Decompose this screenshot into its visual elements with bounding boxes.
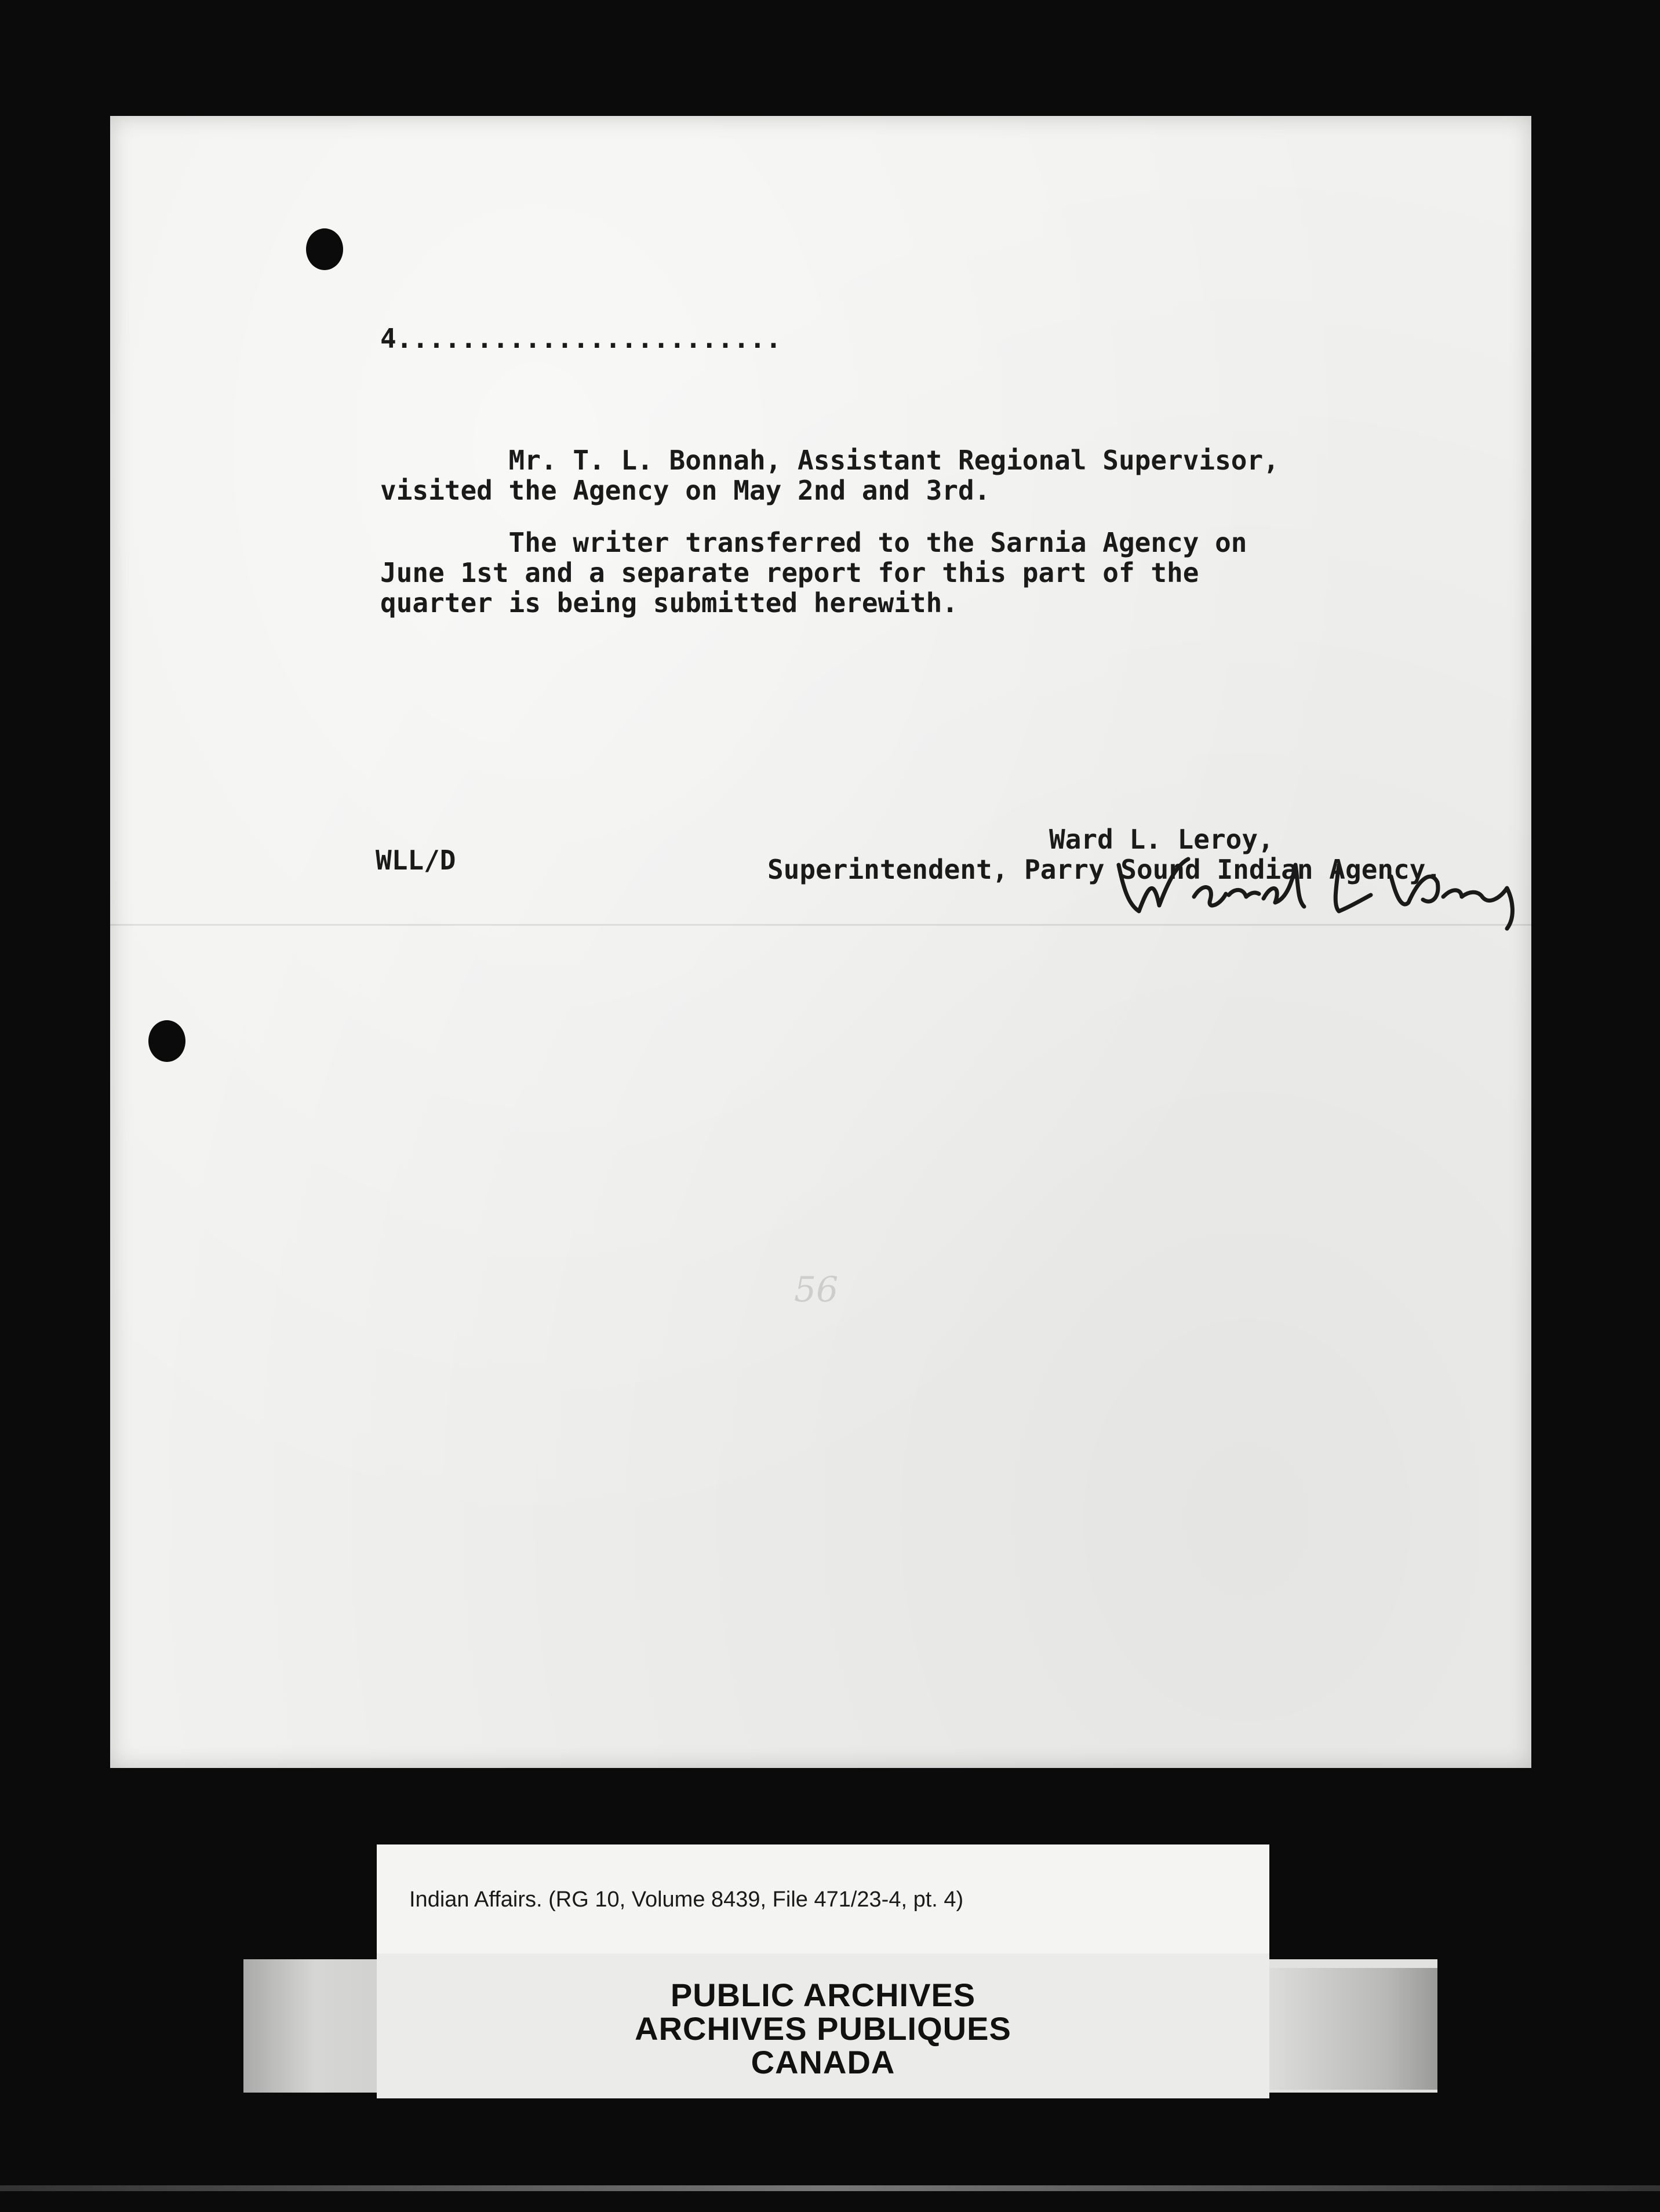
paragraph-line: The writer transferred to the Sarnia Agency on (380, 527, 1247, 558)
archive-stamp (377, 1953, 1269, 2098)
film-edge (0, 2185, 1660, 2191)
stamp-line-2: ARCHIVES PUBLIQUES (635, 2010, 1011, 2047)
document-page (110, 116, 1531, 1768)
paragraph-line: quarter is being submitted herewith. (380, 587, 958, 619)
pencil-mark: 56 (794, 1269, 839, 1310)
archive-citation-label (377, 1844, 1269, 1955)
punch-hole-bottom (148, 1020, 185, 1062)
typist-initials: WLL/D (376, 845, 456, 876)
paragraph-line: June 1st and a separate report for this part of the (380, 557, 1199, 588)
signer-name: Ward L. Leroy, (1049, 824, 1274, 855)
signer-title: Superintendent, Parry Sound Indian Agency. (767, 854, 1442, 885)
stamp-line-1: PUBLIC ARCHIVES (670, 1977, 976, 2013)
stamp-line-3: CANADA (751, 2044, 895, 2080)
citation-text: Indian Affairs. (RG 10, Volume 8439, File 471/23-4, pt. 4) (409, 1887, 964, 1912)
stamp-band-right (1269, 1968, 1437, 2090)
punch-hole-top (306, 228, 343, 270)
page-marker: 4........................ (380, 323, 782, 354)
paragraph-line: Mr. T. L. Bonnah, Assistant Regional Supervisor, (380, 445, 1279, 476)
paragraph-line: visited the Agency on May 2nd and 3rd. (380, 475, 991, 506)
